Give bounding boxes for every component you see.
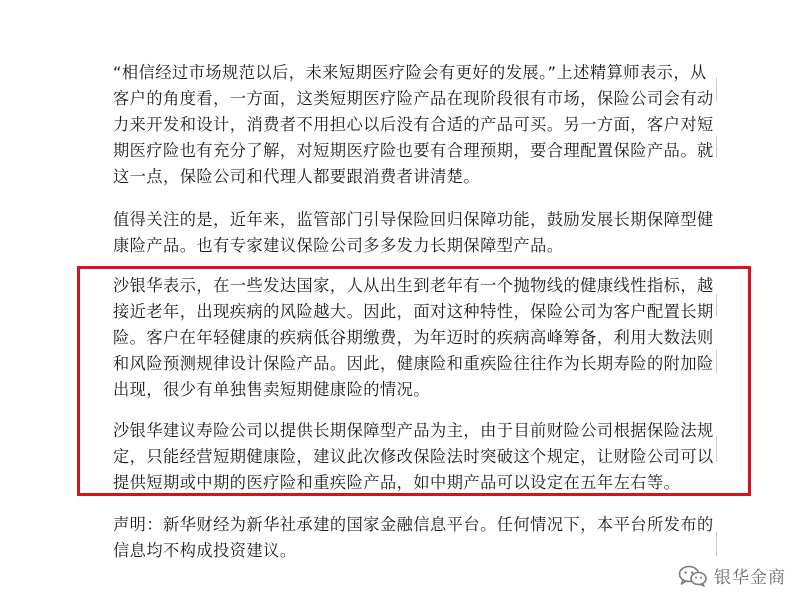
paragraph-sha-yinhua-developed-countries: 沙银华表示，在一些发达国家，人从出生到老年有一个抛物线的健康线性指标，越接近老年，出现疾病的风险越大。因此，面对这种特性，保险公司为客户配置长期险。客户在年轻健康的疾病低谷期缴费，为年迈时的疾病高峰筹备，利用大数法则和风险预测规律设计保险产品。因此，健康险和重疾险往往作为长期寿险的附加险出现，很少有单独售卖短期健康险的情况。 [113, 276, 714, 399]
column-edge-mark [716, 136, 717, 158]
wechat-icon [678, 565, 708, 587]
paragraph-actuary-quote: “相信经过市场规范以后，未来短期医疗险会有更好的发展。”上述精算师表示，从客户的角度看，一方面，这类短期医疗险产品在现阶段很有市场，保险公司会有动力来开发和设计，消费者不用担心以后没有合适的产品可买。另一方面，客户对短期医疗险也有充分了解，对短期医疗险也要有合理预期，要合理配置保险产品。就这一点，保险公司和代理人都要跟消费者讲清楚。 [113, 63, 714, 186]
column-edge-mark [716, 350, 717, 374]
watermark-text: 银华金商 [714, 568, 786, 588]
watermark [678, 563, 786, 588]
column-edge-mark [716, 436, 717, 462]
column-edge-mark [716, 532, 717, 556]
column-edge-mark [716, 294, 717, 316]
paragraph-disclaimer: 声明：新华财经为新华社承建的国家金融信息平台。任何情况下，本平台所发布的信息均不构成投资建议。 [113, 515, 714, 560]
paragraph-sha-yinhua-recommendation: 沙银华建议寿险公司以提供长期保障型产品为主，由于目前财险公司根据保险法规定，只能经营短期健康险，建议此次修改保险法时突破这个规定，让财险公司可以提供短期或中期的医疗险和重疾险产品，如中期产品可以设定在五年左右等。 [113, 421, 714, 492]
column-edge-mark [716, 78, 717, 102]
paragraph-regulatory-guidance: 值得关注的是，近年来，监管部门引导保险回归保障功能，鼓励发展长期保障型健康险产品。也有专家建议保险公司多多发力长期保障型产品。 [113, 210, 714, 255]
